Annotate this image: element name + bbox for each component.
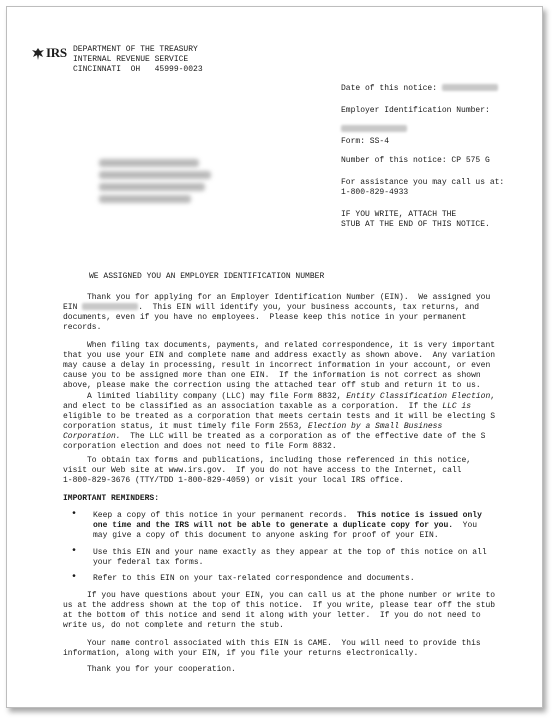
text-span: and elect to be classified as an association taxable as a corporation. If the — [63, 402, 443, 411]
text-line — [63, 392, 525, 402]
text-line: that you use your EIN and complete name and address exactly as shown above. Any variation — [63, 351, 496, 360]
text-line: may give a copy of this document to anyone asking for proof of your EIN. — [93, 531, 439, 540]
text-line: Thank you for applying for an Employer Identification Number (EIN). We assigned you — [63, 293, 491, 302]
text-line: Refer to this EIN on your tax-related correspondence and documents. — [93, 574, 415, 583]
text-line: records. — [63, 323, 102, 332]
text-span: , — [490, 392, 496, 401]
important-reminders-heading: IMPORTANT REMINDERS: — [63, 494, 160, 503]
text-line: us at the address shown at the top of this notice. If you write, please tear off the stub — [63, 601, 496, 610]
notice-date-label: Date of this notice: — [341, 84, 438, 93]
bullet-icon: • — [71, 572, 78, 583]
assistance-phone: 1-800-829-4933 — [341, 188, 409, 197]
attach-stub-instruction: IF YOU WRITE, ATTACH THE — [341, 210, 457, 219]
irs-eagle-logo-icon — [31, 47, 45, 61]
form-title-italic: Entity Classification Election — [346, 392, 491, 401]
reminder-refer-ein — [93, 574, 525, 584]
redacted-date — [442, 84, 498, 91]
agency-line: CINCINNATI OH 45999-0023 — [73, 65, 203, 74]
irs-wordmark: IRS — [46, 45, 67, 60]
text-span: . This EIN will identify you, your business accounts, tax returns, and — [138, 303, 480, 312]
reminder-use-ein — [93, 548, 525, 568]
paragraph-filing-instructions — [63, 341, 525, 391]
text-line — [63, 432, 525, 442]
agency-line: INTERNAL REVENUE SERVICE — [73, 55, 189, 64]
redacted-ein — [341, 125, 407, 132]
form-label: Form: SS-4 — [341, 137, 390, 146]
paragraph-ein-assigned — [63, 293, 525, 333]
text-line — [93, 521, 525, 531]
text-line: information, along with your EIN, if you file your returns electronically. — [63, 649, 419, 658]
text-span-italic: LLC is — [442, 402, 472, 411]
paragraph-llc-election — [63, 392, 525, 452]
text-span: Keep a copy of this notice in your permanent records. — [93, 511, 358, 520]
text-line: To obtain tax forms and publications, including those referenced in this notice, — [63, 456, 472, 465]
text-line: write us, do not complete and return the stub. — [63, 621, 284, 630]
redacted-ein — [82, 303, 138, 310]
text-line: 1-800-829-3676 (TTY/TDD 1-800-829-4059) or visit your local IRS office. — [63, 476, 404, 485]
assistance-text: For assistance you may call us at: — [341, 178, 505, 187]
text-line: at the bottom of this notice and send it along with your letter. If you do not need to — [63, 611, 481, 620]
bullet-icon: • — [71, 546, 78, 557]
text-span: EIN — [63, 303, 83, 312]
text-line: Use this EIN and your name exactly as they appear at the top of this notice on all — [93, 548, 487, 557]
text-span-bold: This notice is issued only — [357, 511, 482, 520]
text-line — [63, 303, 525, 313]
bullet-icon: • — [71, 509, 78, 520]
text-line: If you have questions about your EIN, you can call us at the phone number or write to — [63, 591, 496, 600]
text-line: documents, even if you have no employees. Please keep this notice in your permanent — [63, 313, 467, 322]
notice-number-label: Number of this notice: CP 575 G — [341, 156, 490, 165]
letter-heading: WE ASSIGNED YOU AN EMPLOYER IDENTIFICATION NUMBER — [89, 272, 325, 281]
text-span: corporation status, it must timely file Form 2553, — [63, 422, 308, 431]
text-line: above, please make the correction using the attached tear off stub and return it to us. — [63, 381, 481, 390]
paragraph-closing — [63, 665, 525, 675]
attach-stub-instruction: STUB AT THE END OF THIS NOTICE. — [341, 220, 490, 229]
paragraph-questions — [63, 591, 525, 631]
text-line: your federal tax forms. — [93, 558, 204, 567]
text-span: The LLC will be treated as a corporation as of the effective date of the S — [120, 432, 486, 441]
reminder-keep-copy — [93, 511, 525, 541]
form-title-italic: Corporation. — [63, 432, 121, 441]
document-page — [6, 6, 543, 708]
ein-label: Employer Identification Number: — [341, 106, 490, 115]
text-line: When filing tax documents, payments, and related correspondence, it is very important — [63, 341, 496, 350]
text-span: A limited liability company (LLC) may file Form 8832, — [63, 392, 347, 401]
paragraph-forms-publications — [63, 456, 525, 486]
text-line: visit our Web site at www.irs.gov. If you do not have access to the Internet, call — [63, 466, 462, 475]
text-span: You — [453, 521, 478, 530]
text-line: may cause a delay in processing, result in incorrect information in your account, or even — [63, 361, 491, 370]
text-line — [63, 422, 525, 432]
form-title-italic: Election by a Small Business — [307, 422, 443, 431]
text-line: Thank you for your cooperation. — [63, 665, 236, 674]
agency-line: DEPARTMENT OF THE TREASURY — [73, 45, 198, 54]
text-line: eligible to be treated as a corporation that meets certain tests and it will be electing S — [63, 412, 496, 421]
paragraph-name-control — [63, 639, 525, 659]
text-span-bold: one time and the IRS will not be able to generate a duplicate copy for you. — [93, 521, 454, 530]
text-line: Your name control associated with this EIN is CAME. You will need to provide this — [63, 639, 481, 648]
recipient-address-redacted — [99, 159, 211, 207]
notice-date-row — [341, 84, 531, 94]
text-line — [63, 402, 525, 412]
text-line: corporation election and does not need to file Form 8832. — [63, 442, 337, 451]
notice-info-block — [341, 84, 531, 230]
text-line — [93, 511, 525, 521]
text-line: cause you to be assigned more than one EIN. If the information is not correct as shown — [63, 371, 481, 380]
agency-address — [73, 45, 203, 75]
